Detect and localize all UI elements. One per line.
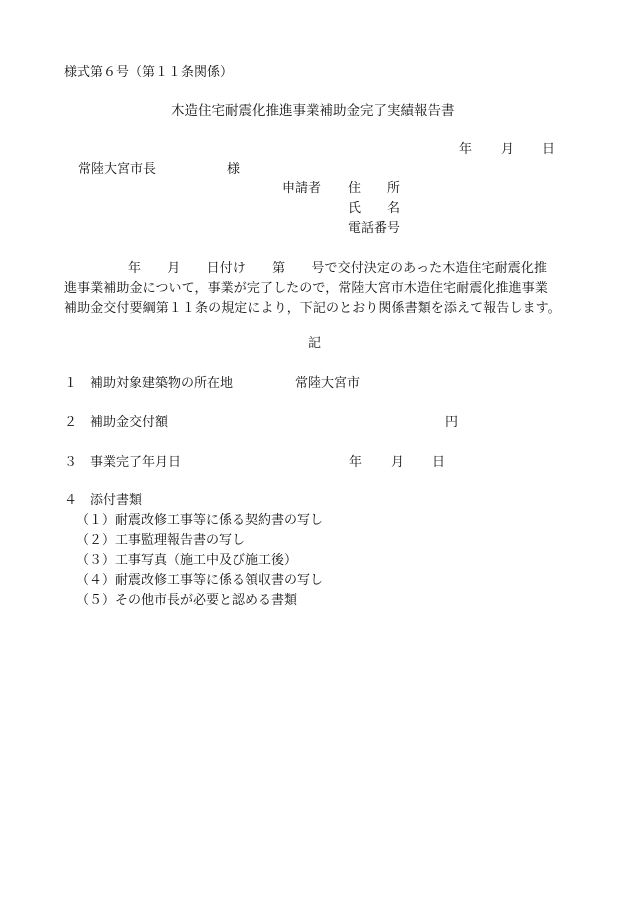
item-3-day-label: 日 — [432, 455, 446, 470]
body-paragraph — [64, 259, 584, 319]
item-3-year-label: 年 — [349, 455, 363, 470]
applicant-address-label: 住 所 — [348, 181, 401, 196]
applicant-name-label: 氏 名 — [348, 201, 401, 216]
body-line-2: 進事業補助金について，事業が完了したので，常陸大宮市木造住宅耐震化推進事業 — [64, 281, 548, 296]
ki-heading: 記 — [308, 336, 322, 351]
item-1-value: 常陸大宮市 — [295, 376, 361, 391]
date-year-label: 年 — [459, 142, 473, 157]
body-line-3: 補助金交付要綱第１１条の規定により，下記のとおり関係書類を添えて報告します。 — [64, 301, 561, 316]
addressee-name: 常陸大宮市長 — [78, 162, 157, 177]
item-2-unit: 円 — [445, 415, 459, 430]
item-2-label: 補助金交付額 — [90, 415, 169, 430]
attachment-item: （３）工事写真（施工中及び施工後） — [76, 553, 298, 568]
item-3-month-label: 月 — [391, 455, 405, 470]
form-label: 様式第６号（第１１条関係） — [64, 65, 234, 80]
attachment-item: （２）工事監理報告書の写し — [76, 533, 246, 548]
item-4-number: ４ — [64, 493, 78, 508]
item-1-number: １ — [64, 376, 78, 391]
date-month-label: 月 — [501, 142, 515, 157]
item-3-label: 事業完了年月日 — [90, 455, 182, 470]
item-1-label: 補助対象建築物の所在地 — [90, 376, 234, 391]
item-2-number: ２ — [64, 415, 78, 430]
item-3-number: ３ — [64, 455, 78, 470]
item-4-label: 添付書類 — [90, 493, 143, 508]
attachment-item: （５）その他市長が必要と認める書類 — [76, 593, 298, 608]
body-line-1: 年 月 日付け 第 号で交付決定のあった木造住宅耐震化推 — [128, 261, 548, 276]
addressee-honorific: 様 — [227, 162, 241, 177]
attachment-item: （１）耐震改修工事等に係る契約書の写し — [76, 513, 324, 528]
date-day-label: 日 — [542, 142, 556, 157]
applicant-phone-label: 電話番号 — [348, 221, 401, 236]
applicant-label: 申請者 — [282, 181, 322, 196]
attachment-item: （４）耐震改修工事等に係る領収書の写し — [76, 573, 324, 588]
document-title: 木造住宅耐震化推進事業補助金完了実績報告書 — [171, 103, 455, 119]
